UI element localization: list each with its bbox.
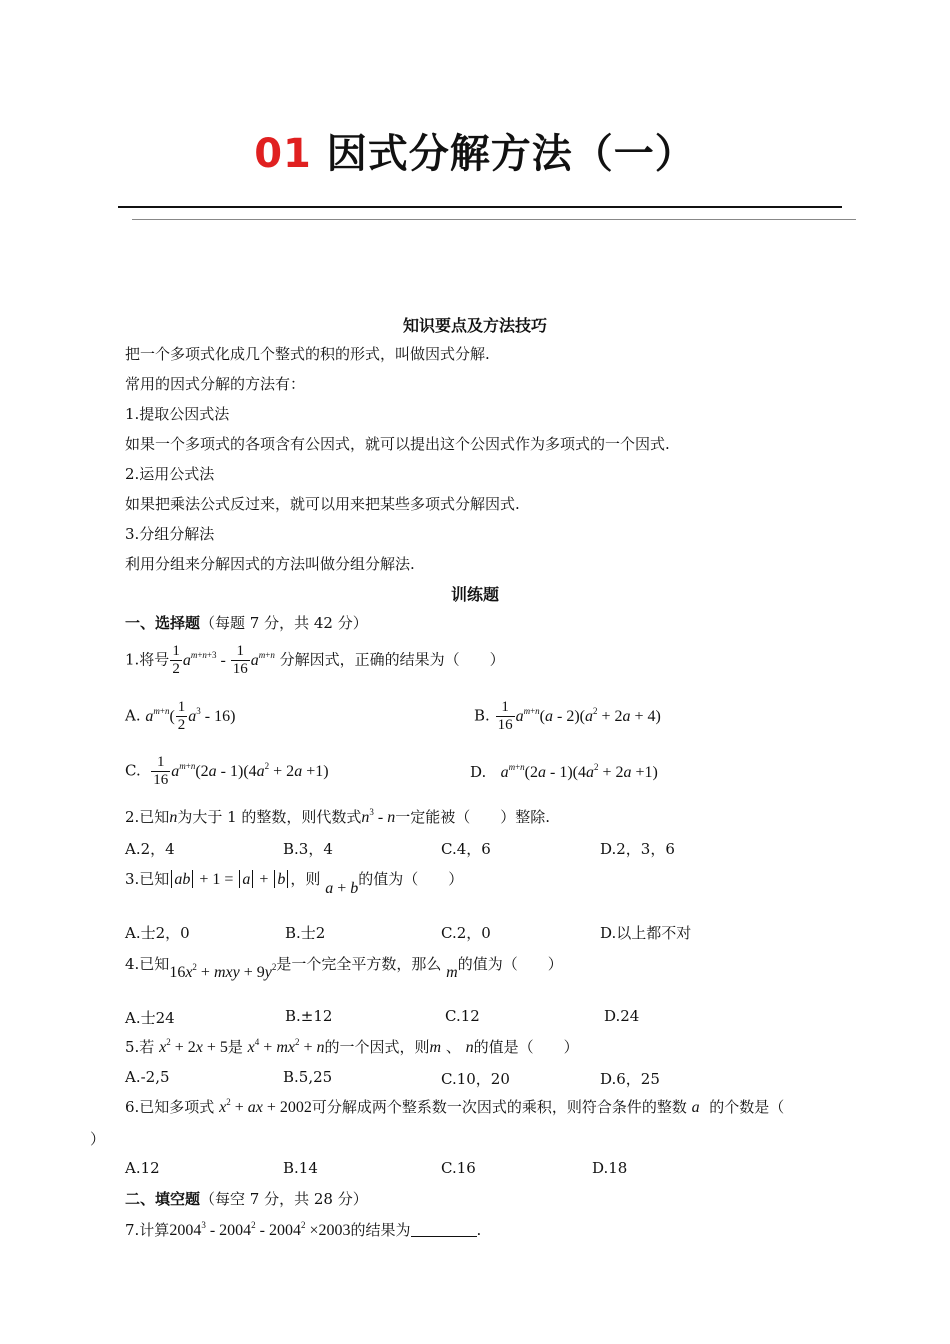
q5-option-d[interactable]: D.6，25 (600, 1070, 660, 1088)
q7-text-a: 7.计算 (125, 1221, 170, 1239)
q3-text-b: ，则 (290, 870, 321, 888)
methods-intro: 常用的因式分解的方法有： (125, 375, 306, 393)
method-3-title: 3.分组分解法 (125, 525, 215, 543)
q5-text-e: 的值是（ ） (473, 1038, 579, 1056)
q1-option-a[interactable]: A. $a^{m+n}$( $\frac{1}{2}$ $a^3 - 16$) (125, 699, 236, 733)
method-2-title: 2.运用公式法 (125, 465, 215, 483)
q2-option-d[interactable]: D.2，3，6 (600, 840, 675, 858)
q2-text-b: 为大于 1 的整数，则代数式 (177, 808, 362, 826)
q5-option-a[interactable]: A.-2,5 (125, 1068, 170, 1086)
question-2: 2.已知n为大于 1 的整数，则代数式$n^3$ - n一定能被（ ）整除. (125, 807, 551, 826)
training-heading: 训练题 (450, 585, 499, 604)
q5-text-c: 的一个因式，则 (324, 1038, 430, 1056)
q6-wrap: ） (90, 1130, 106, 1148)
method-3-desc: 利用分组来分解因式的方法叫做分组分解法. (125, 555, 415, 573)
q6-text-a: 6.已知多项式 (125, 1098, 215, 1116)
question-4: 4.已知$16x^2$ + mxy + $9y^2$是一个完全平方数，那么 m的值为（ ） (125, 955, 563, 981)
q3-text-c: 的值为（ ） (358, 870, 464, 888)
q1-fraction-half: $\frac{1}{2}$ (172, 643, 180, 677)
q5-text-d: 、 (445, 1038, 461, 1056)
q3-text-a: 3.已知 (125, 870, 170, 888)
q7-answer-blank[interactable] (411, 1222, 477, 1237)
q3-option-d[interactable]: D.以上都不对 (600, 924, 692, 942)
q2-option-b[interactable]: B.3，4 (283, 840, 333, 858)
q4-option-c[interactable]: C.12 (445, 1007, 480, 1025)
question-6: 6.已知多项式 $x^2$ + ax + 2002可分解成两个整系数一次因式的乘积，则符合条件的整数 a 的个数是（ (125, 1097, 785, 1116)
question-5: 5.若 $x^2 + 2x + 5$是 $x^4 + mx^2 + n$的一个因式，则m 、 n的值是（ ） (125, 1037, 579, 1056)
part-2-note: （每空 7 分，共 28 分） (200, 1190, 368, 1208)
method-1-desc: 如果一个多项式的各项含有公因式，就可以提出这个公因式作为多项式的一个因式. (125, 435, 670, 453)
knowledge-intro: 把一个多项式化成几个整式的积的形式，叫做因式分解. (125, 345, 490, 363)
q2-text-c: 一定能被（ ）整除. (395, 808, 551, 826)
method-1-title: 1.提取公因式法 (125, 405, 230, 423)
q6-option-d[interactable]: D.18 (592, 1159, 628, 1177)
q1-option-c[interactable]: C. $\frac{1}{16}$ $a^{m+n}(2a - 1)(4a^2 + 2a +1)$ (125, 754, 329, 788)
q2-option-c[interactable]: C.4，6 (441, 840, 491, 858)
q1-option-b-label: B. (474, 706, 490, 725)
q2-text-a: 2.已知 (125, 808, 170, 826)
part-1-label: 一、选择题 (125, 614, 201, 632)
q6-option-c[interactable]: C.16 (441, 1159, 476, 1177)
q3-option-a[interactable]: A.士2，0 (125, 924, 190, 942)
q1-option-d-label: D. (470, 763, 487, 781)
q6-text-c: 的个数是（ (709, 1098, 785, 1116)
q7-text-c: . (476, 1221, 482, 1239)
q4-text-b: 是一个完全平方数，那么 (276, 955, 442, 973)
q2-option-a[interactable]: A.2，4 (125, 840, 175, 858)
q7-text-b: 的结果为 (350, 1221, 411, 1239)
part-1-note: （每题 7 分，共 42 分） (200, 614, 368, 632)
q4-option-b[interactable]: B.±12 (285, 1007, 333, 1025)
q5-text-b: 是 (227, 1038, 243, 1056)
q1-option-b[interactable]: B. $\frac{1}{16}$ $a^{m+n}(a - 2)(a^2 + 2a + 4)$ (474, 699, 661, 733)
part-2-header (125, 1188, 368, 1209)
q5-option-c[interactable]: C.10，20 (441, 1070, 510, 1088)
question-1: 1.将号 $\frac{1}{2}$ $a^{m+n+3}$ - $\frac{1}{16}$ $a^{m+n}$ 分解因式，正确的结果为（ ） (125, 643, 505, 677)
q1-fraction-sixteenth: $\frac{1}{16}$ (232, 643, 248, 677)
q1-suffix: 分解因式，正确的结果为（ ） (279, 650, 505, 669)
q1-option-c-label: C. (125, 761, 141, 780)
title-text: 因式分解方法（一） (326, 131, 696, 177)
title-number: 01 (254, 131, 312, 177)
q4-text-c: 的值为（ ） (457, 955, 563, 973)
q6-option-a[interactable]: A.12 (125, 1159, 160, 1177)
q1-prefix: 1.将号 (125, 650, 170, 669)
title-divider-secondary (132, 219, 856, 220)
q1-option-a-label: A. (125, 706, 141, 725)
title-divider (118, 206, 842, 208)
part-1-header (125, 612, 368, 633)
q3-option-b[interactable]: B.士2 (285, 924, 326, 942)
q6-option-b[interactable]: B.14 (283, 1159, 318, 1177)
q4-text-a: 4.已知 (125, 955, 170, 973)
q4-option-a[interactable]: A.士24 (125, 1009, 175, 1027)
q5-text-a: 5.若 (125, 1038, 155, 1056)
question-7: 7.计算$2004^3 - 2004^2 - 2004^2 \times 2003$的结果为 . (125, 1220, 482, 1239)
page-title (0, 122, 950, 179)
q6-text-b: 可分解成两个整系数一次因式的乘积，则符合条件的整数 (311, 1098, 687, 1116)
question-3: 3.已知 ab + 1 = a + b ，则 a + b的值为（ ） (125, 870, 464, 897)
q5-option-b[interactable]: B.5,25 (283, 1068, 333, 1086)
q3-option-c[interactable]: C.2，0 (441, 924, 491, 942)
q1-option-d[interactable]: D. $a^{m+n}(2a - 1)(4a^2 + 2a +1)$ (470, 762, 658, 781)
part-2-label: 二、填空题 (125, 1190, 201, 1208)
method-2-desc: 如果把乘法公式反过来，就可以用来把某些多项式分解因式. (125, 495, 520, 513)
q4-option-d[interactable]: D.24 (604, 1007, 640, 1025)
section-heading: 知识要点及方法技巧 (402, 316, 547, 335)
